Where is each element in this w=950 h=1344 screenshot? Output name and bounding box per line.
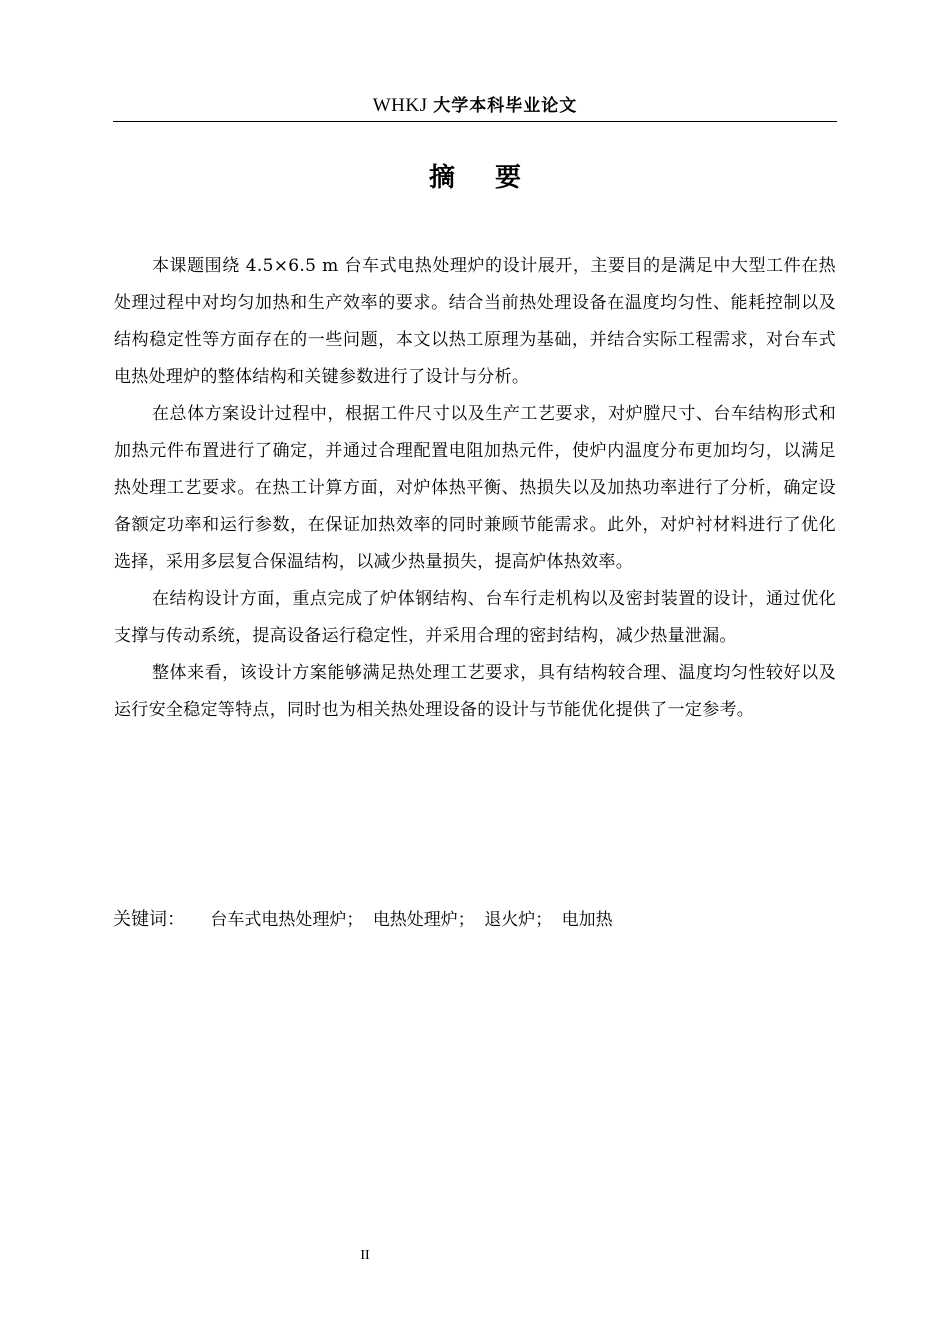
page-number: II bbox=[360, 1248, 370, 1263]
abstract-paragraph-3: 在结构设计方面，重点完成了炉体钢结构、台车行走机构以及密封装置的设计，通过优化支撑与传动系统，提高设备运行稳定性，并采用合理的密封结构，减少热量泄漏。 bbox=[114, 589, 836, 646]
running-header bbox=[113, 92, 837, 122]
header-thesis-label: 大学本科毕业论文 bbox=[433, 96, 578, 116]
abstract-title: 摘要 bbox=[428, 163, 561, 193]
abstract-body bbox=[114, 248, 836, 729]
header-school-code: WHKJ bbox=[372, 95, 428, 116]
keyword-item-4: 电加热 bbox=[561, 910, 613, 930]
keyword-item-1: 台车式电热处理炉； bbox=[210, 910, 364, 930]
abstract-paragraph-4: 整体来看，该设计方案能够满足热处理工艺要求，具有结构较合理、温度均匀性较好以及运行安全稳定等特点，同时也为相关热处理设备的设计与节能优化提供了一定参考。 bbox=[114, 663, 836, 720]
keyword-item-2: 电热处理炉； bbox=[372, 910, 475, 930]
abstract-paragraph-1: 本课题围绕 4.5×6.5 m 台车式电热处理炉的设计展开，主要目的是满足中大型工件在热处理过程中对均匀加热和生产效率的要求。结合当前热处理设备在温度均匀性、能耗控制以及结构稳定性等方面存在的一些问题，本文以热工原理为基础，并结合实际工程需求，对台车式电热处理炉的整体结构和关键参数进行了设计与分析。 bbox=[114, 256, 836, 387]
keyword-item-3: 退火炉； bbox=[484, 910, 553, 930]
abstract-paragraph-2: 在总体方案设计过程中，根据工件尺寸以及生产工艺要求，对炉膛尺寸、台车结构形式和加热元件布置进行了确定，并通过合理配置电阻加热元件，使炉内温度分布更加均匀，以满足热处理工艺要求。在热工计算方面，对炉体热平衡、热损失以及加热功率进行了分析，确定设备额定功率和运行参数，在保证加热效率的同时兼顾节能需求。此外，对炉衬材料进行了优化选择，采用多层复合保温结构，以减少热量损失，提高炉体热效率。 bbox=[114, 404, 836, 572]
keywords-label: 关键词： bbox=[113, 909, 185, 930]
keywords-line bbox=[113, 902, 837, 938]
